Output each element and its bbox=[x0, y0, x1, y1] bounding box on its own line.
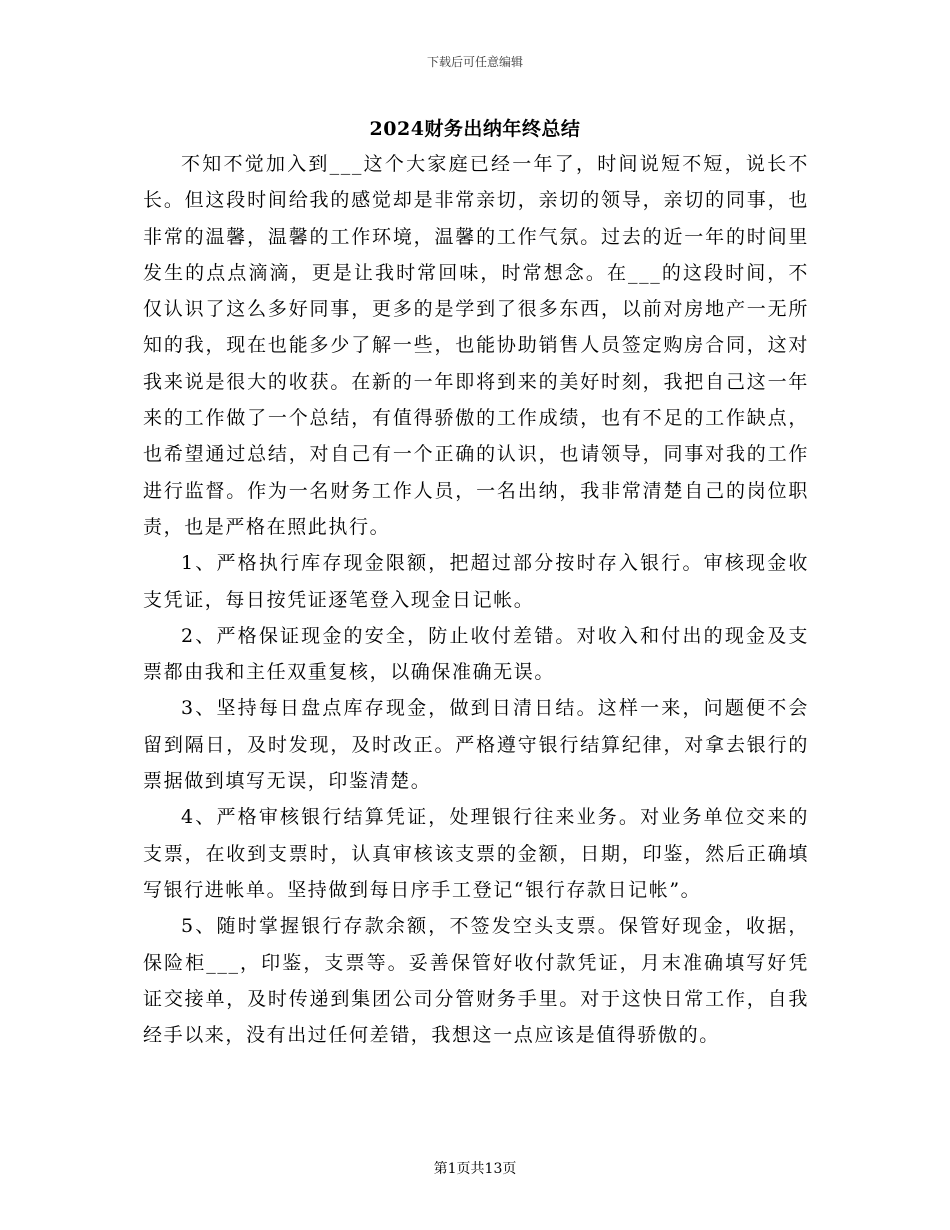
page-indicator: 第1页共13页 bbox=[433, 1161, 517, 1177]
document-body bbox=[143, 146, 809, 1053]
paragraph-item-5: 5、随时掌握银行存款余额，不签发空头支票。保管好现金，收据，保险柜___，印鉴，支票等。妥善保管好收付款凭证，月末准确填写好凭证交接单，及时传递到集团公司分管财务手里。对于这快日常工作，自我经手以来，没有出过任何差错，我想这一点应该是值得骄傲的。 bbox=[143, 915, 809, 1047]
header-note: 下载后可任意编辑 bbox=[426, 55, 523, 69]
paragraph-intro: 不知不觉加入到___这个大家庭已经一年了，时间说短不短，说长不长。但这段时间给我的感觉却是非常亲切，亲切的领导，亲切的同事，也非常的温馨，温馨的工作环境，温馨的工作气氛。过去的近一年的时间里发生的点点滴滴，更是让我时常回味，时常想念。在___的这段时间，不仅认识了这么多好同事，更多的是学到了很多东西，以前对房地产一无所知的我，现在也能多少了解一些，也能协助销售人员签定购房合同，这对我来说是很大的收获。在新的一年即将到来的美好时刻，我把自己这一年来的工作做了一个总结，有值得骄傲的工作成绩，也有不足的工作缺点，也希望通过总结，对自己有一个正确的认识，也请领导，同事对我的工作进行监督。作为一名财务工作人员，一名出纳，我非常清楚自己的岗位职责，也是严格在照此执行。 bbox=[143, 153, 809, 538]
paragraph-item-4: 4、严格审核银行结算凭证，处理银行往来业务。对业务单位交来的支票，在收到支票时，认真审核该支票的金额，日期，印鉴，然后正确填写银行进帐单。坚持做到每日序手工登记“银行存款日记帐”。 bbox=[143, 806, 809, 901]
paragraph-item-1: 1、严格执行库存现金限额，把超过部分按时存入银行。审核现金收支凭证，每日按凭证逐笔登入现金日记帐。 bbox=[143, 552, 809, 611]
paragraph-item-2: 2、严格保证现金的安全，防止收付差错。对收入和付出的现金及支票都由我和主任双重复核，以确保准确无误。 bbox=[143, 624, 809, 684]
document-title: 2024财务出纳年终总结 bbox=[369, 118, 581, 140]
paragraph-item-3: 3、坚持每日盘点库存现金，做到日清日结。这样一来，问题便不会留到隔日，及时发现，及时改正。严格遵守银行结算纪律，对拿去银行的票据做到填写无误，印鉴清楚。 bbox=[143, 697, 809, 793]
